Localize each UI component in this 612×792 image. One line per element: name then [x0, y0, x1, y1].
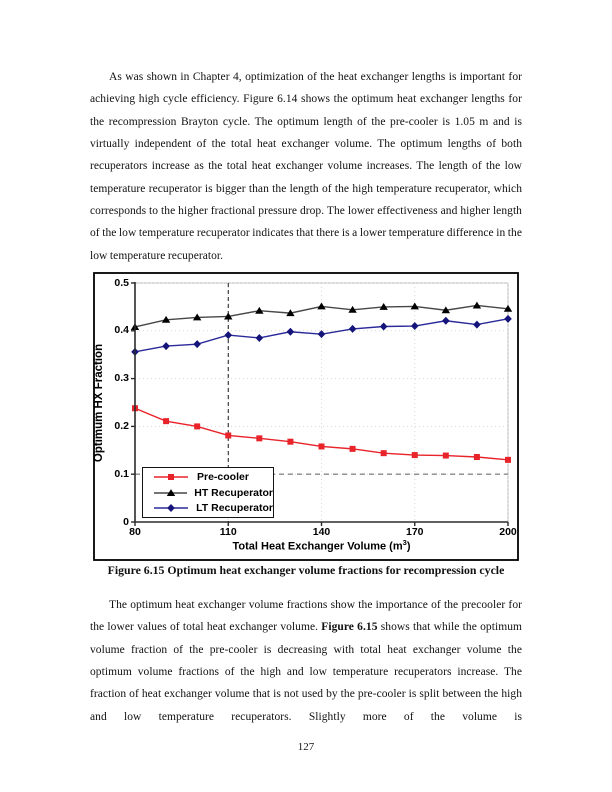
square-marker-icon	[154, 471, 190, 483]
diamond-marker-icon	[154, 502, 189, 514]
figure-reference: Figure 6.15	[321, 621, 378, 634]
x-axis-title	[135, 538, 508, 553]
legend-item-lt-recuperator	[154, 502, 273, 515]
paragraph-2	[90, 594, 522, 728]
y-tick-label: 0.5	[114, 276, 129, 289]
x-tick-label: 200	[499, 526, 517, 538]
page-number: 127	[297, 741, 315, 753]
triangle-marker-icon	[154, 487, 187, 499]
x-axis-title-superscript: 3	[402, 538, 407, 547]
chart-legend	[142, 467, 274, 518]
paragraph-2-text: The optimum heat exchanger volume fractions show the importance of the precooler for the lower values of total heat exchanger volume.	[90, 599, 522, 634]
y-tick-label: 0.4	[114, 324, 129, 337]
x-tick-label: 80	[129, 526, 141, 538]
x-axis-title-close: )	[406, 540, 411, 553]
y-tick-label: 0	[123, 515, 129, 528]
y-tick-label: 0.1	[114, 467, 129, 480]
x-tick-label: 170	[405, 526, 424, 538]
x-tick-label: 110	[219, 526, 237, 538]
x-axis-title-text: Total Heat Exchanger Volume (m	[232, 540, 403, 553]
paragraph-1: As was shown in Chapter 4, optimization of the heat exchanger lengths is important for achieving high cycle efficiency. Figure 6.14 shows the optimum heat exchanger lengths for the recompression Brayton cycle. The optimum length of the pre-cooler is 1.05 m and is virtually independent of the total heat exchanger volume. The optimum lengths of both recuperators increase as the total heat exchanger volume increases. The length of the low temperature recuperator is bigger than the length of the high temperature recuperator, which corresponds to the higher fractional pressure drop. The lower effectiveness and higher length of the low temperature recuperator indicates that there is a lower temperature difference in the low temperature recuperator.	[90, 71, 522, 262]
legend-label: HT Recuperator	[194, 486, 273, 499]
legend-label: Pre-cooler	[197, 471, 249, 483]
y-tick-label: 0.2	[114, 419, 129, 432]
y-tick-label: 0.3	[114, 372, 129, 385]
figure-caption: Figure 6.15 Optimum heat exchanger volume fractions for recompression cycle	[107, 563, 505, 577]
legend-item-ht-recuperator	[154, 486, 273, 499]
y-axis-title: Optimum HX Fraction	[93, 343, 105, 463]
paragraph-2-text-cont: shows that while the optimum volume fraction of the pre-cooler is decreasing with total heat exchanger volume the optimum volume fractions of the high and low temperature recuperators increase. The fraction of heat exchanger volume that is not used by the pre-cooler is split between the high and low temperature recuperators. Slightly more of the volume is	[90, 621, 522, 723]
figure-6-15-chart	[93, 272, 519, 561]
legend-label: LT Recuperator	[196, 502, 273, 514]
legend-item-pre-cooler	[154, 471, 273, 484]
x-tick-label: 140	[312, 526, 331, 538]
